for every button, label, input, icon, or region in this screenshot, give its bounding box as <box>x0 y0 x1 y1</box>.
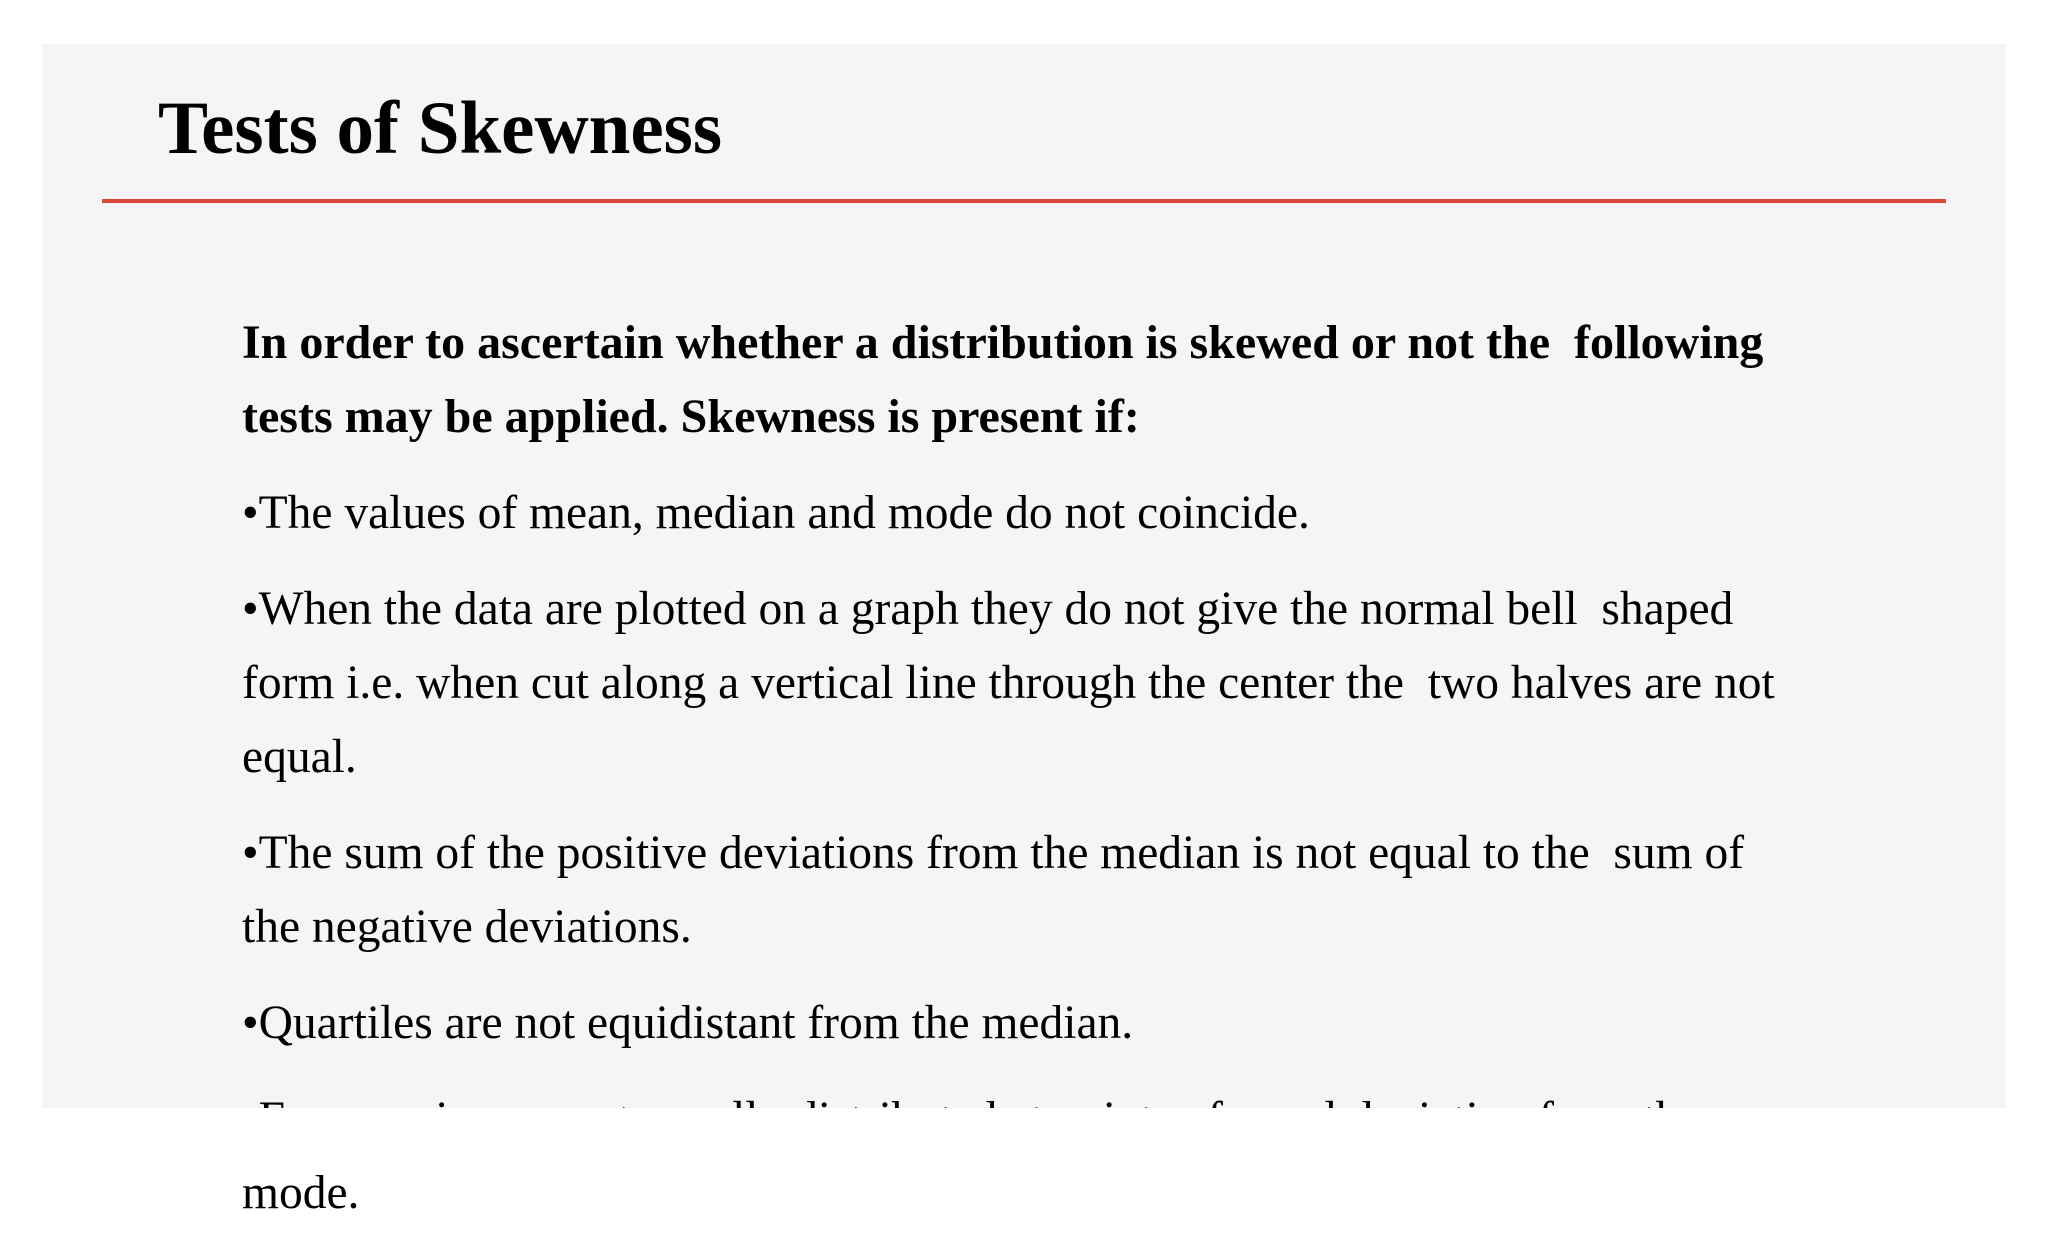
bullet-item: •Quartiles are not equidistant from the median. <box>242 997 1134 1049</box>
bullet-item: •When the data are plotted on a graph they do not give the normal bell shaped form i.e. when cut along a vertical line through the center the two halves are not equal. <box>242 583 1775 783</box>
page-bottom-margin <box>0 1108 2048 1152</box>
title-divider <box>102 199 1946 203</box>
bullet-item: mode. <box>242 1167 360 1219</box>
slide <box>42 44 2006 1219</box>
bullet-item: •The sum of the positive deviations from the median is not equal to the sum of the negative deviations. <box>242 827 1745 953</box>
intro-paragraph: In order to ascertain whether a distribution is skewed or not the following tests may be applied. Skewness is present if: <box>242 316 1764 443</box>
slide-title: Tests of Skewness <box>158 87 723 170</box>
bullet-item: •The values of mean, median and mode do not coincide. <box>242 487 1310 539</box>
